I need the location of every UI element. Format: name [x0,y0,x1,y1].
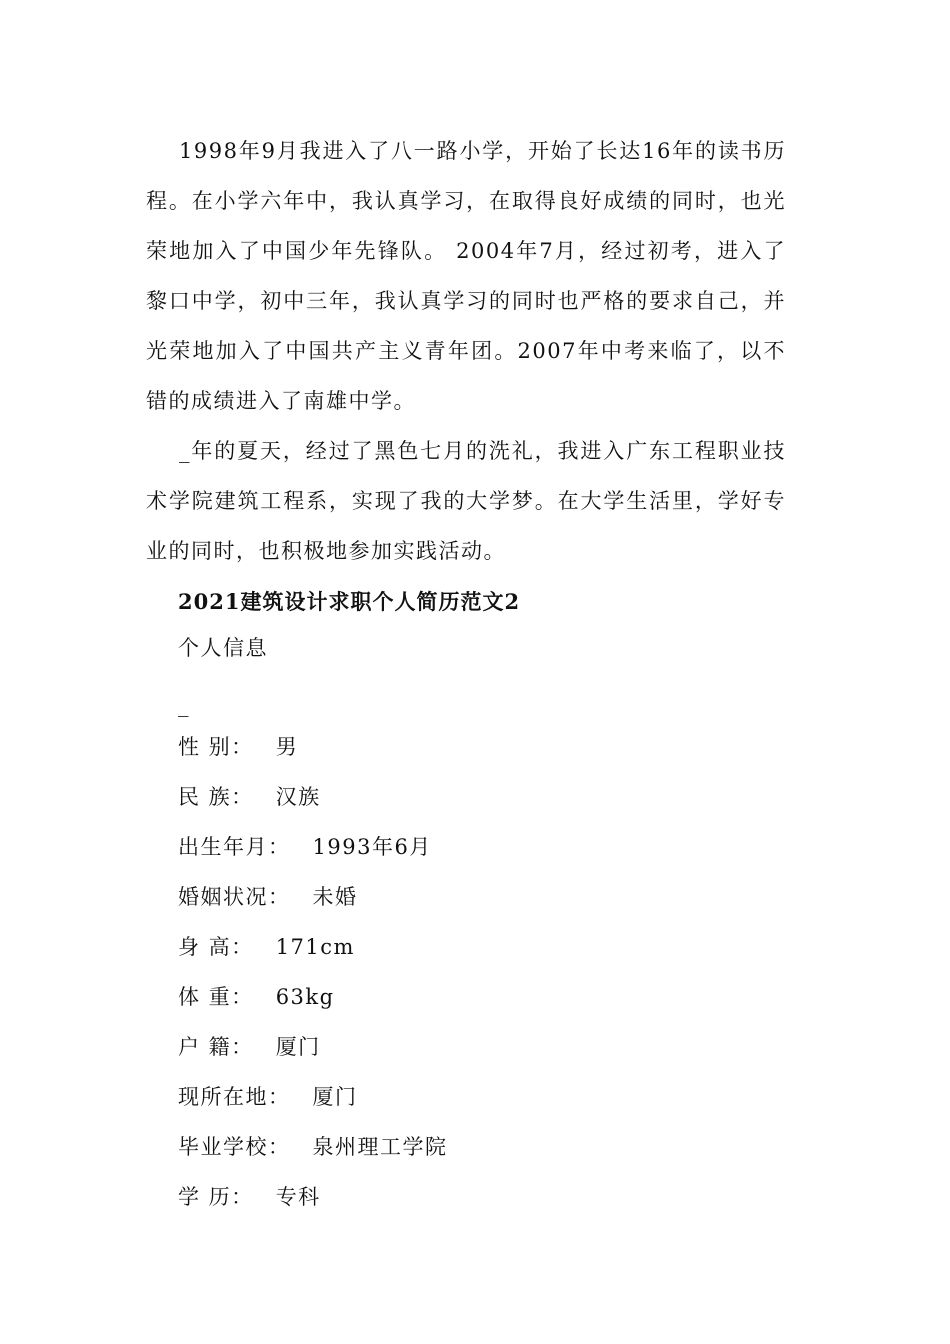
field-value: 男 [275,735,299,759]
section-title-personal-info: 个人信息 [178,636,268,660]
field-label: 毕业学校： [178,1135,291,1159]
field-label: 户 籍： [178,1035,254,1059]
field-birth-date [178,822,432,872]
field-marital-status [178,872,358,922]
field-value: 厦门 [275,1035,321,1059]
field-label: 性 别： [178,735,254,759]
field-label: 现所在地： [178,1085,291,1109]
field-value: 171cm [275,935,355,959]
field-graduate-school [178,1122,448,1172]
field-weight [178,972,335,1022]
blank-mark: _ [178,693,190,717]
field-value: 1993年6月 [312,835,432,859]
field-household-registration [178,1022,321,1072]
field-gender [178,722,298,772]
field-value: 专科 [275,1185,321,1209]
field-value: 泉州理工学院 [312,1135,448,1159]
resume-heading: 2021建筑设计求职个人简历范文2 [178,589,521,614]
field-label: 身 高： [178,935,254,959]
field-education-level [178,1172,321,1222]
field-value: 厦门 [312,1085,358,1109]
field-label: 出生年月： [178,835,291,859]
field-value: 未婚 [312,885,358,909]
paragraph-college: _年的夏天，经过了黑色七月的洗礼，我进入广东工程职业技术学院建筑工程系，实现了我的大学梦。在大学生活里，学好专业的同时，也积极地参加实践活动。 [146,439,786,563]
field-label: 婚姻状况： [178,885,291,909]
paragraph-education-history: 1998年9月我进入了八一路小学，开始了长达16年的读书历程。在小学六年中，我认真学习，在取得良好成绩的同时，也光荣地加入了中国少年先锋队。 2004年7月，经过初考，进入了黎口中学，初中三年，我认真学习的同时也严格的要求自己，并光荣地加入了中国共产主义青年团。2007年中考来临了，以不错的成绩进入了南雄中学。 [146,139,786,413]
field-label: 民 族： [178,785,254,809]
field-label: 学 历： [178,1185,254,1209]
field-height [178,922,355,972]
field-label: 体 重： [178,985,254,1009]
field-current-location [178,1072,358,1122]
field-ethnicity [178,772,321,822]
field-value: 63kg [275,985,335,1009]
field-value: 汉族 [275,785,321,809]
